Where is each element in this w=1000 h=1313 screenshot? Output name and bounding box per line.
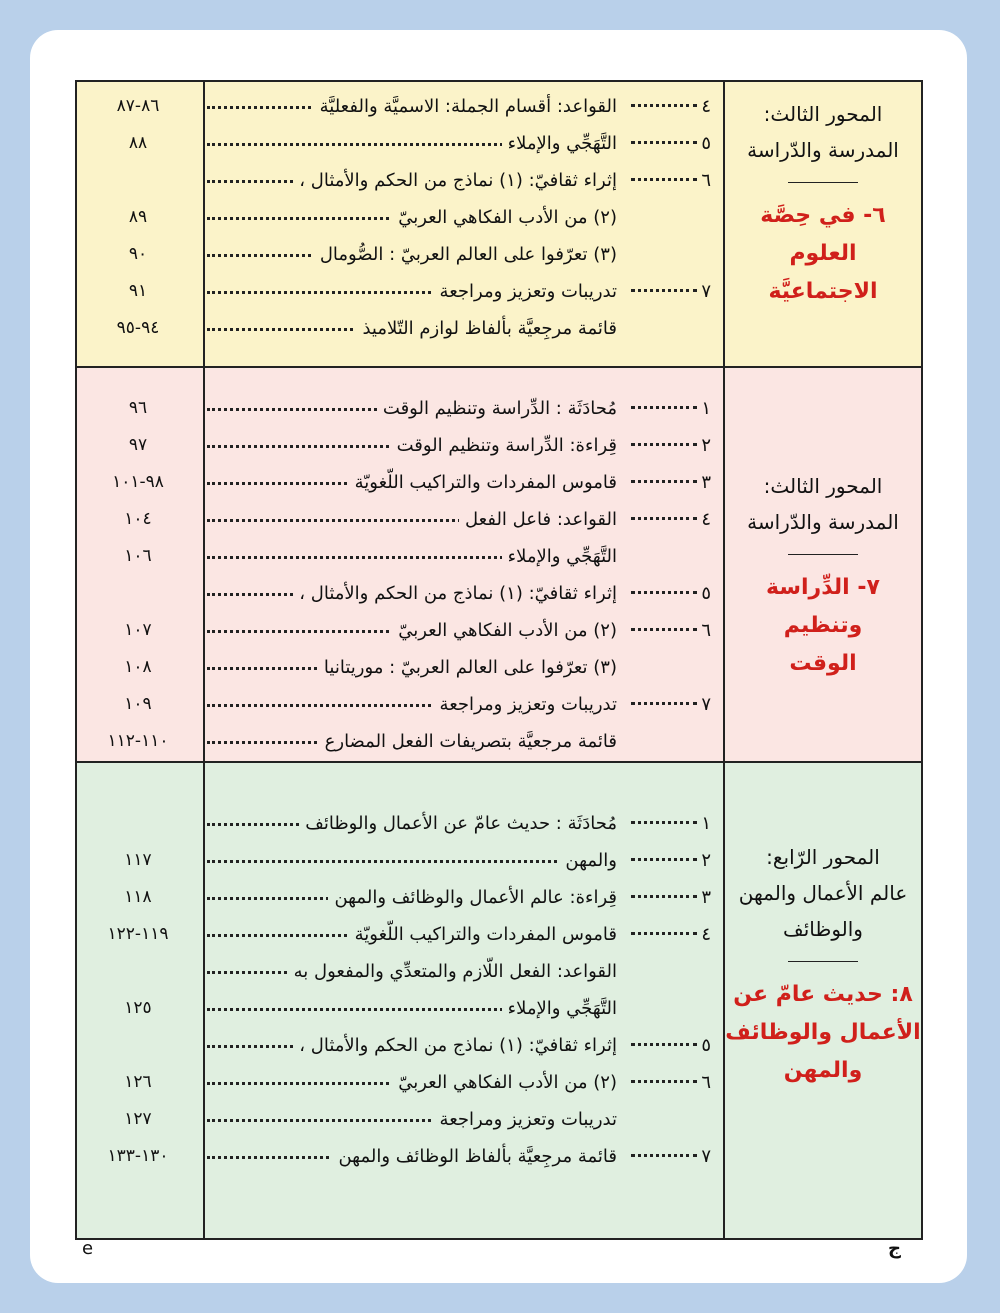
item-text-cell bbox=[207, 842, 617, 879]
page-number bbox=[77, 1027, 199, 1064]
lesson-title: ٨: حديث عامّ عن bbox=[733, 982, 913, 1007]
leader-dots bbox=[631, 932, 697, 935]
item-number-cell bbox=[625, 236, 725, 273]
item-number: ٢ bbox=[701, 850, 711, 871]
leader-dots bbox=[631, 821, 697, 824]
lesson-title: ٦- في حِصَّة العلوم bbox=[760, 203, 886, 266]
item-text-cell bbox=[207, 125, 617, 162]
item-text-cell bbox=[207, 1027, 617, 1064]
page-number: ٩٦ bbox=[128, 398, 148, 418]
item-number-cell bbox=[625, 538, 725, 575]
item-number-cell bbox=[625, 990, 725, 1027]
item-number-cell bbox=[625, 273, 725, 310]
item-number-cell bbox=[625, 199, 725, 236]
item-text: القواعد: فاعل الفعل bbox=[459, 509, 617, 530]
page-number: ١١٠-١١٢ bbox=[107, 731, 169, 751]
item-text-cell bbox=[207, 805, 617, 842]
leader-dots bbox=[631, 858, 697, 861]
item-text: التَّهَجِّي والإملاء bbox=[502, 998, 617, 1019]
item-text-cell bbox=[207, 1101, 617, 1138]
page-number: ٩٨-١٠١ bbox=[112, 472, 164, 492]
item-text: القواعد: الفعل اللّازم والمتعدِّي والمفعول به bbox=[288, 961, 617, 982]
item-text: (٣) تعرّفوا على العالم العربيّ : الصُّومال bbox=[314, 244, 617, 265]
page-number: ٩٧ bbox=[128, 435, 148, 455]
page-number: ٨٩ bbox=[128, 207, 148, 227]
page-number: ٩٤-٩٥ bbox=[116, 318, 160, 338]
axis-title: المحور الرّابع: bbox=[766, 845, 880, 869]
item-text-cell bbox=[207, 686, 617, 723]
axis-subtitle: المدرسة والدّراسة bbox=[747, 138, 899, 162]
item-text-cell bbox=[207, 723, 617, 760]
item-text-cell bbox=[207, 1064, 617, 1101]
item-number-cell bbox=[625, 1027, 725, 1064]
item-text-cell bbox=[207, 88, 617, 125]
page-number: ٩٠ bbox=[128, 244, 148, 264]
item-number-cell bbox=[625, 390, 725, 427]
item-number-cell bbox=[625, 916, 725, 953]
item-number-cell bbox=[625, 953, 725, 990]
leader-dots bbox=[631, 628, 697, 631]
page-number: ١٠٧ bbox=[124, 620, 152, 640]
item-text-cell bbox=[207, 1138, 617, 1175]
item-number-cell bbox=[625, 427, 725, 464]
item-text: إثراء ثقافيّ: (١) نماذج من الحكم والأمثال ، bbox=[293, 1035, 617, 1056]
page-letter-right: ج bbox=[888, 1238, 901, 1259]
item-number: ٤ bbox=[701, 924, 711, 945]
page-number: ٨٦-٨٧ bbox=[116, 96, 160, 116]
lesson-title-cont: الأعمال والوظائف bbox=[725, 1020, 921, 1045]
item-text: (٣) تعرّفوا على العالم العربيّ : موريتانيا bbox=[318, 657, 617, 678]
column-divider bbox=[203, 82, 205, 1238]
item-number-cell bbox=[625, 723, 725, 760]
column-divider bbox=[723, 82, 725, 1238]
page-number: ١٠٩ bbox=[124, 694, 152, 714]
item-number: ١ bbox=[701, 813, 711, 834]
item-number-cell bbox=[625, 162, 725, 199]
item-text: قائمة مرجعيَّة بتصريفات الفعل المضارع bbox=[319, 731, 617, 752]
item-number-cell bbox=[625, 612, 725, 649]
item-text: تدريبات وتعزيز ومراجعة bbox=[434, 281, 617, 302]
page-number: ١٢٥ bbox=[124, 998, 152, 1018]
item-number-cell bbox=[625, 1064, 725, 1101]
page-number: ١١٧ bbox=[124, 850, 152, 870]
item-text-cell bbox=[207, 310, 617, 347]
page-number bbox=[77, 805, 199, 842]
item-text-cell bbox=[207, 538, 617, 575]
leader-dots bbox=[631, 406, 697, 409]
item-text: تدريبات وتعزيز ومراجعة bbox=[434, 1109, 617, 1130]
item-text: مُحادَثَة : حديث عامّ عن الأعمال والوظائف bbox=[299, 813, 617, 834]
item-number-cell bbox=[625, 310, 725, 347]
axis-subtitle: المدرسة والدّراسة bbox=[747, 510, 899, 534]
item-text: التَّهَجِّي والإملاء bbox=[502, 546, 617, 567]
item-text: التَّهَجِّي والإملاء bbox=[502, 133, 617, 154]
item-text: تدريبات وتعزيز ومراجعة bbox=[434, 694, 617, 715]
item-text: قِراءة: عالم الأعمال والوظائف والمهن bbox=[328, 887, 617, 908]
item-number: ١ bbox=[701, 398, 711, 419]
item-number-cell bbox=[625, 649, 725, 686]
item-text: قاموس المفردات والتراكيب اللّغويّة bbox=[349, 472, 617, 493]
item-text: والمهن bbox=[559, 850, 617, 871]
item-number: ٤ bbox=[701, 509, 711, 530]
item-text-cell bbox=[207, 464, 617, 501]
item-number: ٥ bbox=[701, 583, 711, 604]
page-number: ١٠٨ bbox=[124, 657, 152, 677]
item-number-cell bbox=[625, 575, 725, 612]
leader-dots bbox=[631, 1043, 697, 1046]
item-number: ٣ bbox=[701, 472, 711, 493]
item-text-cell bbox=[207, 649, 617, 686]
page-number bbox=[77, 575, 199, 612]
item-text: إثراء ثقافيّ: (١) نماذج من الحكم والأمثال ، bbox=[293, 583, 617, 604]
table-of-contents bbox=[75, 80, 923, 1240]
item-number-cell bbox=[625, 125, 725, 162]
leader-dots bbox=[631, 517, 697, 520]
item-text-cell bbox=[207, 427, 617, 464]
item-text: إثراء ثقافيّ: (١) نماذج من الحكم والأمثال ، bbox=[293, 170, 617, 191]
leader-dots bbox=[631, 591, 697, 594]
item-number-cell bbox=[625, 501, 725, 538]
page-number: ١٣٠-١٣٣ bbox=[107, 1146, 169, 1166]
page-number: ١٢٧ bbox=[124, 1109, 152, 1129]
item-number-cell bbox=[625, 1138, 725, 1175]
leader-dots bbox=[631, 702, 697, 705]
item-text-cell bbox=[207, 953, 617, 990]
leader-dots bbox=[631, 1154, 697, 1157]
item-text: القواعد: أقسام الجملة: الاسميَّة والفعليَّة bbox=[314, 96, 617, 117]
item-number-cell bbox=[625, 88, 725, 125]
lesson-title-cont: والمهن bbox=[783, 1058, 863, 1083]
item-number: ٦ bbox=[701, 1072, 711, 1093]
lesson-title: ٧- الدِّراسة وتنظيم bbox=[766, 575, 880, 638]
item-number-cell bbox=[625, 464, 725, 501]
leader-dots bbox=[631, 104, 697, 107]
item-number: ٥ bbox=[701, 1035, 711, 1056]
item-number-cell bbox=[625, 1101, 725, 1138]
item-number: ٤ bbox=[701, 96, 711, 117]
item-text-cell bbox=[207, 612, 617, 649]
item-text-cell bbox=[207, 390, 617, 427]
item-text-cell bbox=[207, 236, 617, 273]
item-text: (٢) من الأدب الفكاهي العربيّ bbox=[392, 1072, 617, 1093]
item-text: قائمة مرجِعيَّة بألفاظ الوظائف والمهن bbox=[332, 1146, 617, 1167]
item-text: (٢) من الأدب الفكاهي العربيّ bbox=[392, 207, 617, 228]
leader-dots bbox=[631, 443, 697, 446]
item-number: ٥ bbox=[701, 133, 711, 154]
item-number: ٦ bbox=[701, 170, 711, 191]
axis-title: المحور الثالث: bbox=[763, 102, 883, 126]
leader-dots bbox=[631, 480, 697, 483]
leader-dots bbox=[631, 895, 697, 898]
leader-dots bbox=[631, 178, 697, 181]
leader-dots bbox=[631, 289, 697, 292]
item-text: (٢) من الأدب الفكاهي العربيّ bbox=[392, 620, 617, 641]
page-number bbox=[77, 162, 199, 199]
item-number: ٧ bbox=[701, 694, 711, 715]
page-number: ٨٨ bbox=[128, 133, 148, 153]
page-number: ٩١ bbox=[128, 281, 148, 301]
item-text-cell bbox=[207, 199, 617, 236]
item-number: ٦ bbox=[701, 620, 711, 641]
item-number: ٣ bbox=[701, 887, 711, 908]
page-number: ١٠٤ bbox=[124, 509, 152, 529]
item-number: ٧ bbox=[701, 1146, 711, 1167]
axis-title: المحور الثالث: bbox=[763, 474, 883, 498]
lesson-title-cont: الاجتماعيَّة bbox=[768, 279, 878, 304]
item-text-cell bbox=[207, 916, 617, 953]
axis-subtitle-cont: والوظائف bbox=[783, 917, 863, 941]
item-text: قائمة مرجِعيَّة بألفاظ لوازم التّلاميذ bbox=[356, 318, 617, 339]
item-text: قِراءة: الدِّراسة وتنظيم الوقت bbox=[391, 435, 617, 456]
lesson-title-cont: الوقت bbox=[789, 651, 857, 676]
item-text-cell bbox=[207, 273, 617, 310]
item-number: ٢ bbox=[701, 435, 711, 456]
page-number: ١١٩-١٢٢ bbox=[107, 924, 169, 944]
axis-subtitle: عالم الأعمال والمهن bbox=[738, 881, 908, 905]
item-number-cell bbox=[625, 842, 725, 879]
item-text-cell bbox=[207, 501, 617, 538]
item-number: ٧ bbox=[701, 281, 711, 302]
item-text-cell bbox=[207, 879, 617, 916]
page-number bbox=[77, 953, 199, 990]
item-number-cell bbox=[625, 686, 725, 723]
item-text-cell bbox=[207, 162, 617, 199]
item-text: مُحادَثَة : الدِّراسة وتنظيم الوقت bbox=[377, 398, 617, 419]
item-text: قاموس المفردات والتراكيب اللّغويّة bbox=[349, 924, 617, 945]
leader-dots bbox=[631, 1080, 697, 1083]
leader-dots bbox=[207, 860, 617, 863]
item-number-cell bbox=[625, 805, 725, 842]
page-letter-left: e bbox=[82, 1238, 94, 1259]
page-number: ١٢٦ bbox=[124, 1072, 152, 1092]
item-text-cell bbox=[207, 990, 617, 1027]
page-number: ١١٨ bbox=[124, 887, 152, 907]
page-number: ١٠٦ bbox=[124, 546, 152, 566]
item-text-cell bbox=[207, 575, 617, 612]
item-number-cell bbox=[625, 879, 725, 916]
leader-dots bbox=[631, 141, 697, 144]
